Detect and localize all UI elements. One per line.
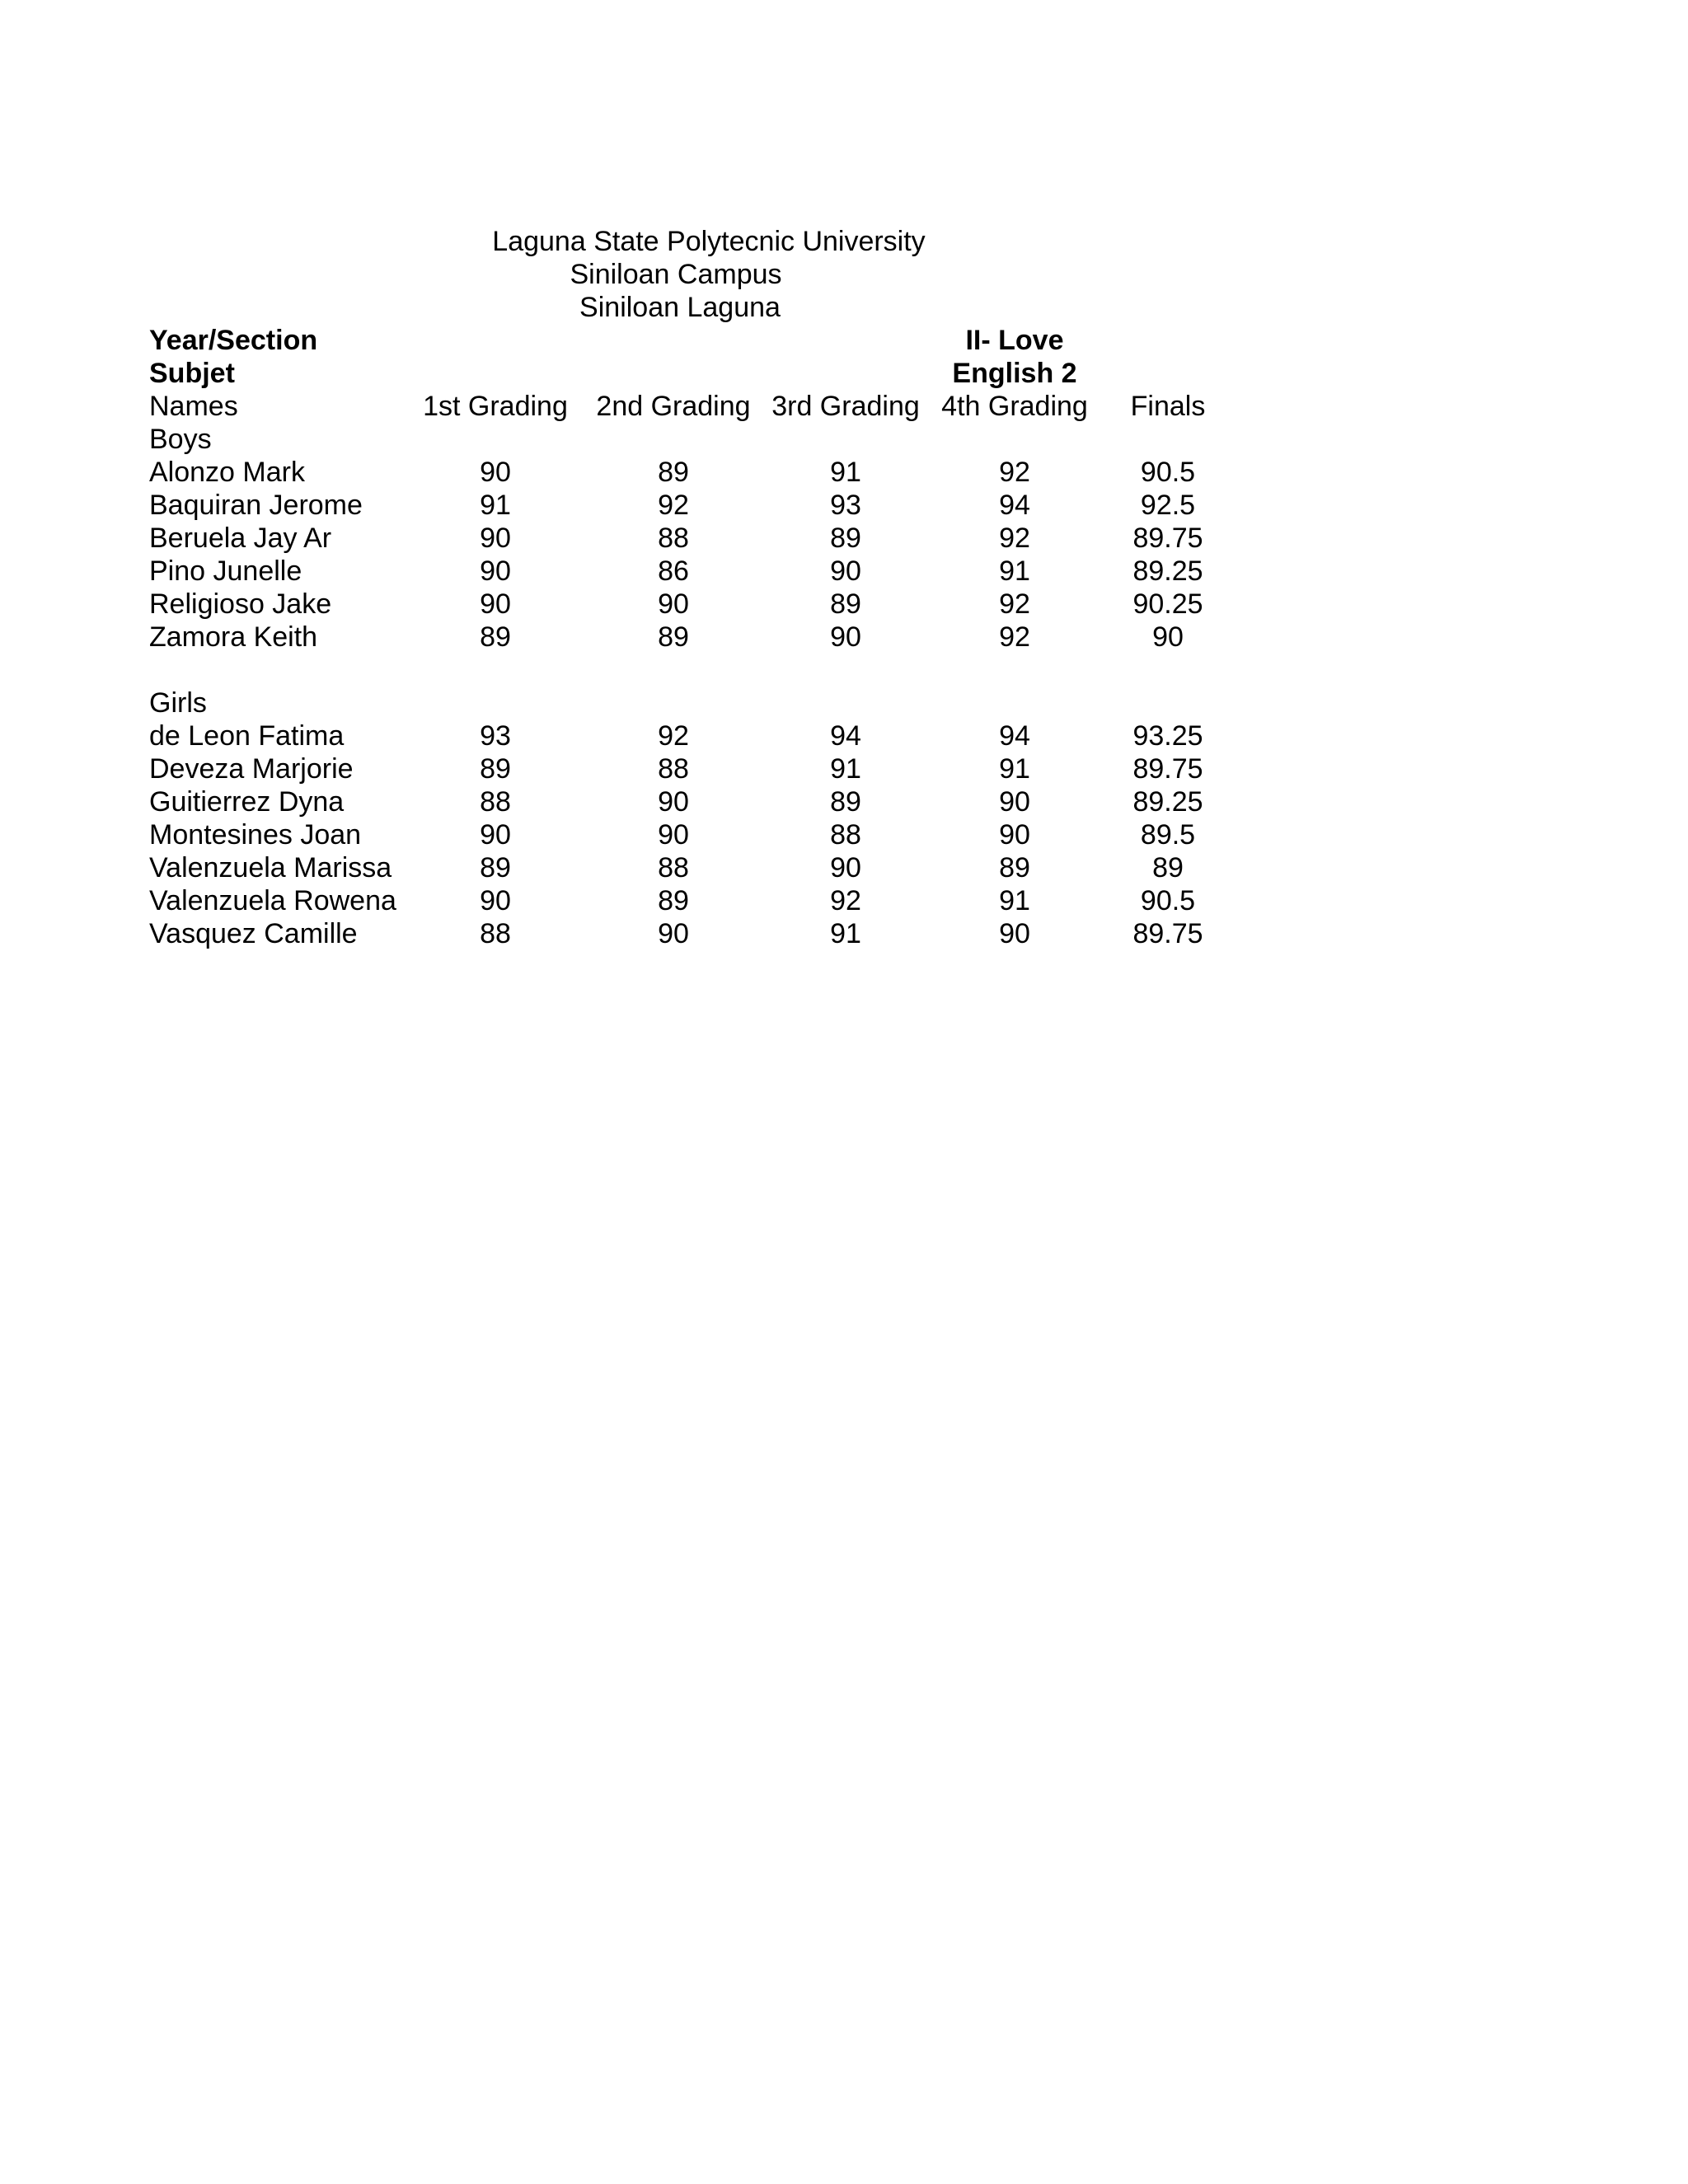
grade-3rd: 94: [830, 720, 861, 752]
table-row: [0, 588, 1688, 621]
grade-4th: 90: [999, 819, 1030, 851]
column-header-3rd-grading: 3rd Grading: [771, 391, 920, 422]
grade-3rd: 91: [830, 457, 861, 488]
grade-3rd: 92: [830, 885, 861, 916]
grade-final: 89.25: [1132, 786, 1203, 818]
table-row: [0, 851, 1688, 884]
grade-final: 92.5: [1140, 490, 1196, 521]
grade-final: 90.5: [1140, 457, 1196, 488]
column-header-4th-grading: 4th Grading: [941, 391, 1088, 422]
girls-section-label: Girls: [149, 687, 207, 719]
grade-3rd: 93: [830, 490, 861, 521]
boys-section-label: Boys: [149, 424, 212, 455]
grade-1st: 89: [480, 753, 511, 785]
grade-final: 89.75: [1132, 523, 1203, 554]
campus-name: Siniloan Campus: [570, 259, 782, 290]
grade-4th: 89: [999, 852, 1030, 883]
grade-2nd: 92: [658, 720, 689, 752]
grade-1st: 90: [480, 457, 511, 488]
grade-1st: 90: [480, 819, 511, 851]
student-name: Valenzuela Rowena: [149, 885, 396, 916]
table-row: [0, 785, 1688, 818]
grade-3rd: 91: [830, 918, 861, 949]
student-name: de Leon Fatima: [149, 720, 345, 752]
grade-3rd: 89: [830, 523, 861, 554]
student-name: Guitierrez Dyna: [149, 786, 345, 818]
column-header-2nd-grading: 2nd Grading: [596, 391, 751, 422]
student-name: Zamora Keith: [149, 621, 318, 653]
table-row: [0, 555, 1688, 588]
grade-2nd: 88: [658, 753, 689, 785]
grade-3rd: 90: [830, 852, 861, 883]
grade-1st: 88: [480, 786, 511, 818]
grade-1st: 93: [480, 720, 511, 752]
grade-2nd: 92: [658, 490, 689, 521]
student-name: Deveza Marjorie: [149, 753, 354, 785]
grade-final: 89.25: [1132, 555, 1203, 587]
grade-1st: 89: [480, 852, 511, 883]
boys-section-label-row: [0, 423, 1688, 456]
table-row: [0, 621, 1688, 654]
student-name: Pino Junelle: [149, 555, 302, 587]
subject-value: English 2: [952, 358, 1077, 389]
table-row: [0, 818, 1688, 851]
column-header-names: Names: [149, 391, 238, 422]
table-row: [0, 719, 1688, 752]
table-header-row: [0, 390, 1688, 423]
grade-1st: 90: [480, 588, 511, 620]
grade-1st: 91: [480, 490, 511, 521]
grade-final: 89.5: [1140, 819, 1196, 851]
grade-4th: 92: [999, 457, 1030, 488]
grade-final: 93.25: [1132, 720, 1203, 752]
grade-1st: 88: [480, 918, 511, 949]
year-section-row: [0, 324, 1688, 357]
student-name: Alonzo Mark: [149, 457, 305, 488]
student-name: Religioso Jake: [149, 588, 332, 620]
table-row: [0, 456, 1688, 489]
student-name: Baquiran Jerome: [149, 490, 363, 521]
grade-3rd: 89: [830, 588, 861, 620]
grade-2nd: 89: [658, 457, 689, 488]
grade-final: 90.5: [1140, 885, 1196, 916]
grade-3rd: 90: [830, 555, 861, 587]
table-row: [0, 884, 1688, 917]
table-row: [0, 917, 1688, 950]
grade-3rd: 91: [830, 753, 861, 785]
grade-3rd: 90: [830, 621, 861, 653]
grade-2nd: 90: [658, 819, 689, 851]
grade-4th: 91: [999, 555, 1030, 587]
university-name: Laguna State Polytecnic University: [492, 226, 926, 257]
grade-4th: 92: [999, 621, 1030, 653]
grade-2nd: 89: [658, 885, 689, 916]
student-name: Vasquez Camille: [149, 918, 358, 949]
grade-final: 89.75: [1132, 918, 1203, 949]
subject-label: Subjet: [149, 358, 235, 389]
grade-2nd: 90: [658, 786, 689, 818]
subject-row: [0, 357, 1688, 390]
grade-final: 89.75: [1132, 753, 1203, 785]
grade-4th: 94: [999, 490, 1030, 521]
grade-final: 90: [1152, 621, 1184, 653]
grade-4th: 94: [999, 720, 1030, 752]
grade-2nd: 89: [658, 621, 689, 653]
grade-1st: 90: [480, 885, 511, 916]
grade-final: 89: [1152, 852, 1184, 883]
grade-1st: 90: [480, 555, 511, 587]
grade-final: 90.25: [1132, 588, 1203, 620]
grade-4th: 91: [999, 885, 1030, 916]
grade-2nd: 88: [658, 852, 689, 883]
grade-3rd: 88: [830, 819, 861, 851]
table-row: [0, 522, 1688, 555]
grade-1st: 90: [480, 523, 511, 554]
student-name: Montesines Joan: [149, 819, 362, 851]
grade-2nd: 90: [658, 588, 689, 620]
grade-2nd: 90: [658, 918, 689, 949]
grade-4th: 90: [999, 786, 1030, 818]
grade-4th: 90: [999, 918, 1030, 949]
grade-4th: 92: [999, 588, 1030, 620]
student-name: Valenzuela Marissa: [149, 852, 392, 883]
table-row: [0, 752, 1688, 785]
student-name: Beruela Jay Ar: [149, 523, 332, 554]
girls-section-label-row: [0, 687, 1688, 719]
grade-3rd: 89: [830, 786, 861, 818]
grade-2nd: 88: [658, 523, 689, 554]
column-header-finals: Finals: [1130, 391, 1206, 422]
campus-location: Siniloan Laguna: [579, 292, 781, 323]
grade-2nd: 86: [658, 555, 689, 587]
table-row: [0, 489, 1688, 522]
year-section-label: Year/Section: [149, 325, 318, 356]
year-section-value: II- Love: [965, 325, 1064, 356]
grade-4th: 91: [999, 753, 1030, 785]
grade-1st: 89: [480, 621, 511, 653]
grade-4th: 92: [999, 523, 1030, 554]
column-header-1st-grading: 1st Grading: [423, 391, 568, 422]
